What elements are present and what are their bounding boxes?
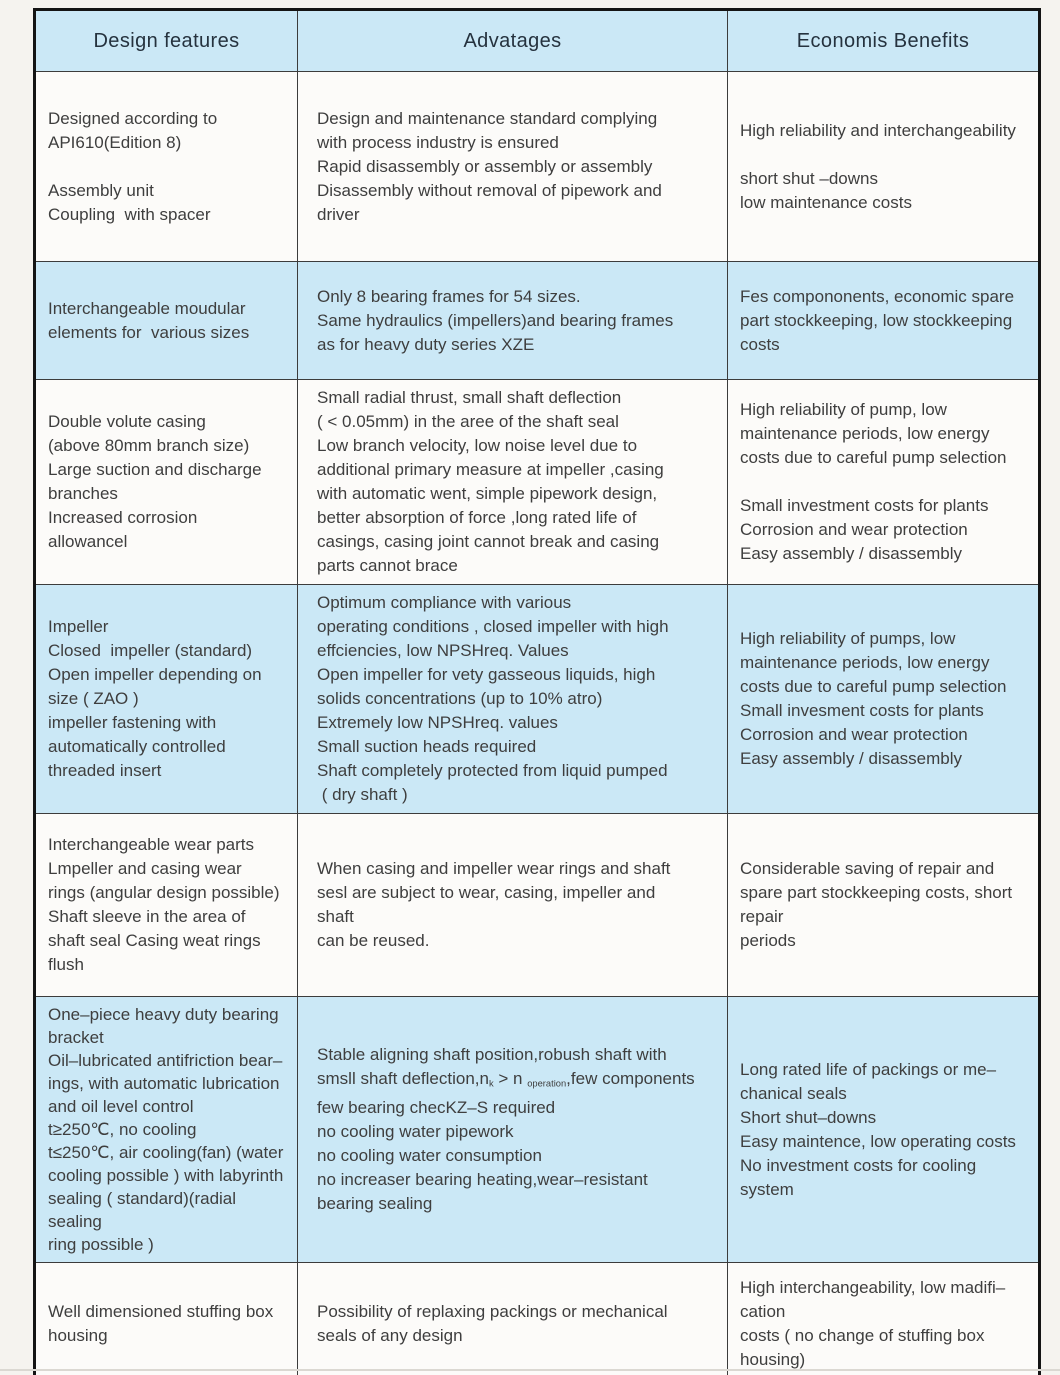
table-cell [35,380,298,585]
cell-line: costs ( no change of stuffing box [740,1326,985,1345]
cell-line: impeller fastening with [48,713,217,732]
cell-line: t≥250℃, no cooling [48,1120,197,1139]
cell-line: Open impeller depending on [48,665,262,684]
cell-line: (above 80mm branch size) [48,436,250,455]
table-row [35,72,1040,262]
table-cell [298,997,728,1263]
cell-line: Small suction heads required [317,737,537,756]
cell-line: spare part stockkeeping costs, short [740,883,1013,902]
cell-line: operating conditions , closed impeller with high [317,617,669,636]
cell-line: Well dimensioned stuffing box [48,1302,274,1321]
cell-line: flush [48,955,84,974]
cell-line: Stable aligning shaft position,robush shaft with [317,1045,667,1065]
cell-line: with process industry is ensured [317,132,559,152]
cell-line: housing [48,1326,108,1345]
cell-line: Extremely low NPSHreq. values [317,713,558,732]
cell-line: Same hydraulics (impellers)and bearing frames [317,310,674,330]
table-cell [35,72,298,262]
cell-line: Long rated life of packings or me– [740,1059,997,1079]
cell-line: Optimum compliance with various [317,593,572,612]
table-cell [298,380,728,585]
cell-line: No investment costs for cooling [740,1155,977,1175]
cell-line: cation [740,1302,786,1321]
cell-line: High reliability of pumps, low [740,629,956,648]
cell-line: Small radial thrust, small shaft deflection [317,388,622,407]
cell-line [740,143,1030,167]
table-cell [35,262,298,380]
cell-line: Possibility of replaxing packings or mechanical [317,1302,668,1321]
cell-line: sealing ( standard)(radial sealing [48,1189,241,1231]
cell-line: no increaser bearing heating,wear–resistant [317,1169,648,1189]
cell-line: chanical seals [740,1083,847,1103]
table-cell [298,72,728,262]
cell-line: costs [740,334,780,354]
cell-line: ring possible ) [48,1235,154,1254]
cell-line: additional primary measure at impeller ,casing [317,460,664,479]
cell-line: Corrosion and wear protection [740,520,968,539]
cell-line: Only 8 bearing frames for 54 sizes. [317,286,581,306]
cell-line: no cooling water pipework [317,1121,514,1141]
cell-line: Designed according to [48,108,218,128]
cell-line: Coupling with spacer [48,204,211,224]
cell-line: Open impeller for vety gasseous liquids, high [317,665,656,684]
cell-line: system [740,1179,794,1199]
cell-line: Easy assembly / disassembly [740,544,963,563]
cell-line: few bearing checKZ–S required [317,1097,556,1117]
cell-line: periods [740,931,796,950]
cell-line: better absorption of force ,long rated life of [317,508,637,527]
cell-line: housing) [740,1350,806,1369]
table-cell [35,814,298,997]
cell-line: Small invesment costs for plants [740,701,984,720]
cell-line: Impeller [48,617,109,636]
table-row [35,585,1040,814]
cell-line: maintenance periods, low energy [740,424,990,443]
subscript-text: operation [527,1078,567,1089]
cell-line: part stockkeeping, low stockkeeping [740,310,1013,330]
cell-line: Design and maintenance standard complying [317,108,658,128]
cell-line: can be reused. [317,931,430,950]
cell-line: ( < 0.05mm) in the aree of the shaft seal [317,412,619,431]
cell-line: no cooling water consumption [317,1145,542,1165]
table-cell [728,585,1040,814]
cell-line [740,470,1030,494]
cell-line: t≤250℃, air cooling(fan) (water [48,1143,284,1162]
cell-line: casings, casing joint cannot break and casing [317,532,660,551]
cell-line: low maintenance costs [740,192,912,212]
table-cell [35,585,298,814]
cell-line: automatically controlled [48,737,226,756]
cell-line: solids concentrations (up to 10% atro) [317,689,603,708]
cell-line: branches [48,484,118,503]
column-header-economic-benefits: Economis Benefits [728,10,1040,72]
table-cell [728,814,1040,997]
cell-line: costs due to careful pump selection [740,677,1007,696]
cell-line: Lmpeller and casing wear [48,859,242,878]
cell-line: and oil level control [48,1097,194,1116]
cell-line: cooling possible ) with labyrinth [48,1166,284,1185]
cell-line: Large suction and discharge [48,460,262,479]
inline-text: ,few components [566,1069,695,1089]
cell-line [48,155,289,179]
feature-table [33,8,1041,1375]
table-cell [728,262,1040,380]
cell-line: Interchangeable wear parts [48,835,255,854]
cell-line: seals of any design [317,1326,463,1345]
cell-line: ings, with automatic lubrication [48,1074,280,1093]
cell-line: Oil–lubricated antifriction bear– [48,1051,283,1070]
cell-line: shaft seal Casing weat rings [48,931,261,950]
cell-line: High interchangeability, low madifi– [740,1278,1006,1297]
cell-line: Double volute casing [48,412,206,431]
table-cell [728,72,1040,262]
table-row [35,1263,1040,1375]
cell-line: High reliability and interchangeability [740,120,1016,140]
cell-line: elements for various sizes [48,322,250,342]
cell-line: size ( ZAO ) [48,689,139,708]
table-cell [35,1263,298,1375]
column-header-advantages: Advatages [298,10,728,72]
cell-line: Assembly unit [48,180,154,200]
cell-line: Increased corrosion [48,508,198,527]
inline-text: > n [493,1069,528,1089]
table-cell [728,997,1040,1263]
cell-line [317,1067,719,1095]
cell-line: One–piece heavy duty bearing [48,1005,279,1024]
cell-line: Disassembly without removal of pipework and [317,180,662,200]
cell-line: driver [317,204,360,224]
inline-text: smsll shaft deflection,n [317,1069,489,1089]
cell-line: Easy maintence, low operating costs [740,1131,1016,1151]
cell-line: API610(Edition 8) [48,132,182,152]
cell-line: sesl are subject to wear, casing, impeller and [317,883,656,902]
cell-line: When casing and impeller wear rings and shaft [317,859,671,878]
subscript-text: k [488,1078,494,1089]
cell-line: Low branch velocity, low noise level due to [317,436,638,455]
table-cell [728,1263,1040,1375]
cell-line: costs due to careful pump selection [740,448,1007,467]
table-row [35,997,1040,1263]
cell-line: shaft [317,907,354,926]
cell-line: rings (angular design possible) [48,883,280,902]
cell-line: short shut –downs [740,168,878,188]
cell-line: threaded insert [48,761,162,780]
cell-line: Shaft completely protected from liquid pumped [317,761,668,780]
table-row [35,814,1040,997]
cell-line: Considerable saving of repair and [740,859,995,878]
table-cell [298,1263,728,1375]
table-row [35,380,1040,585]
table-cell [298,262,728,380]
cell-line: Rapid disassembly or assembly or assembly [317,156,653,176]
cell-line: Short shut–downs [740,1107,877,1127]
cell-line: repair [740,907,784,926]
cell-line: Shaft sleeve in the area of [48,907,246,926]
table-cell [298,814,728,997]
cell-line: parts cannot brace [317,556,458,575]
header-row [35,10,1040,72]
cell-line: allowancel [48,532,128,551]
cell-line: Small investment costs for plants [740,496,989,515]
table-cell [728,380,1040,585]
cell-line: Interchangeable moudular [48,298,246,318]
cell-line: Easy assembly / disassembly [740,749,963,768]
table-row [35,262,1040,380]
cell-line: Closed impeller (standard) [48,641,253,660]
table-cell [298,585,728,814]
cell-line: ( dry shaft ) [317,785,408,804]
cell-line: Fes compononents, economic spare [740,286,1015,306]
column-header-design-features: Design features [35,10,298,72]
page-bottom-rule [0,1369,1060,1371]
cell-line: maintenance periods, low energy [740,653,990,672]
cell-line: effciencies, low NPSHreq. Values [317,641,569,660]
cell-line: as for heavy duty series XZE [317,334,535,354]
cell-line: bearing sealing [317,1193,433,1213]
table-cell [35,997,298,1263]
cell-line: bracket [48,1028,104,1047]
cell-line: with automatic went, simple pipework design, [317,484,658,503]
cell-line: High reliability of pump, low [740,400,947,419]
cell-line: Corrosion and wear protection [740,725,968,744]
